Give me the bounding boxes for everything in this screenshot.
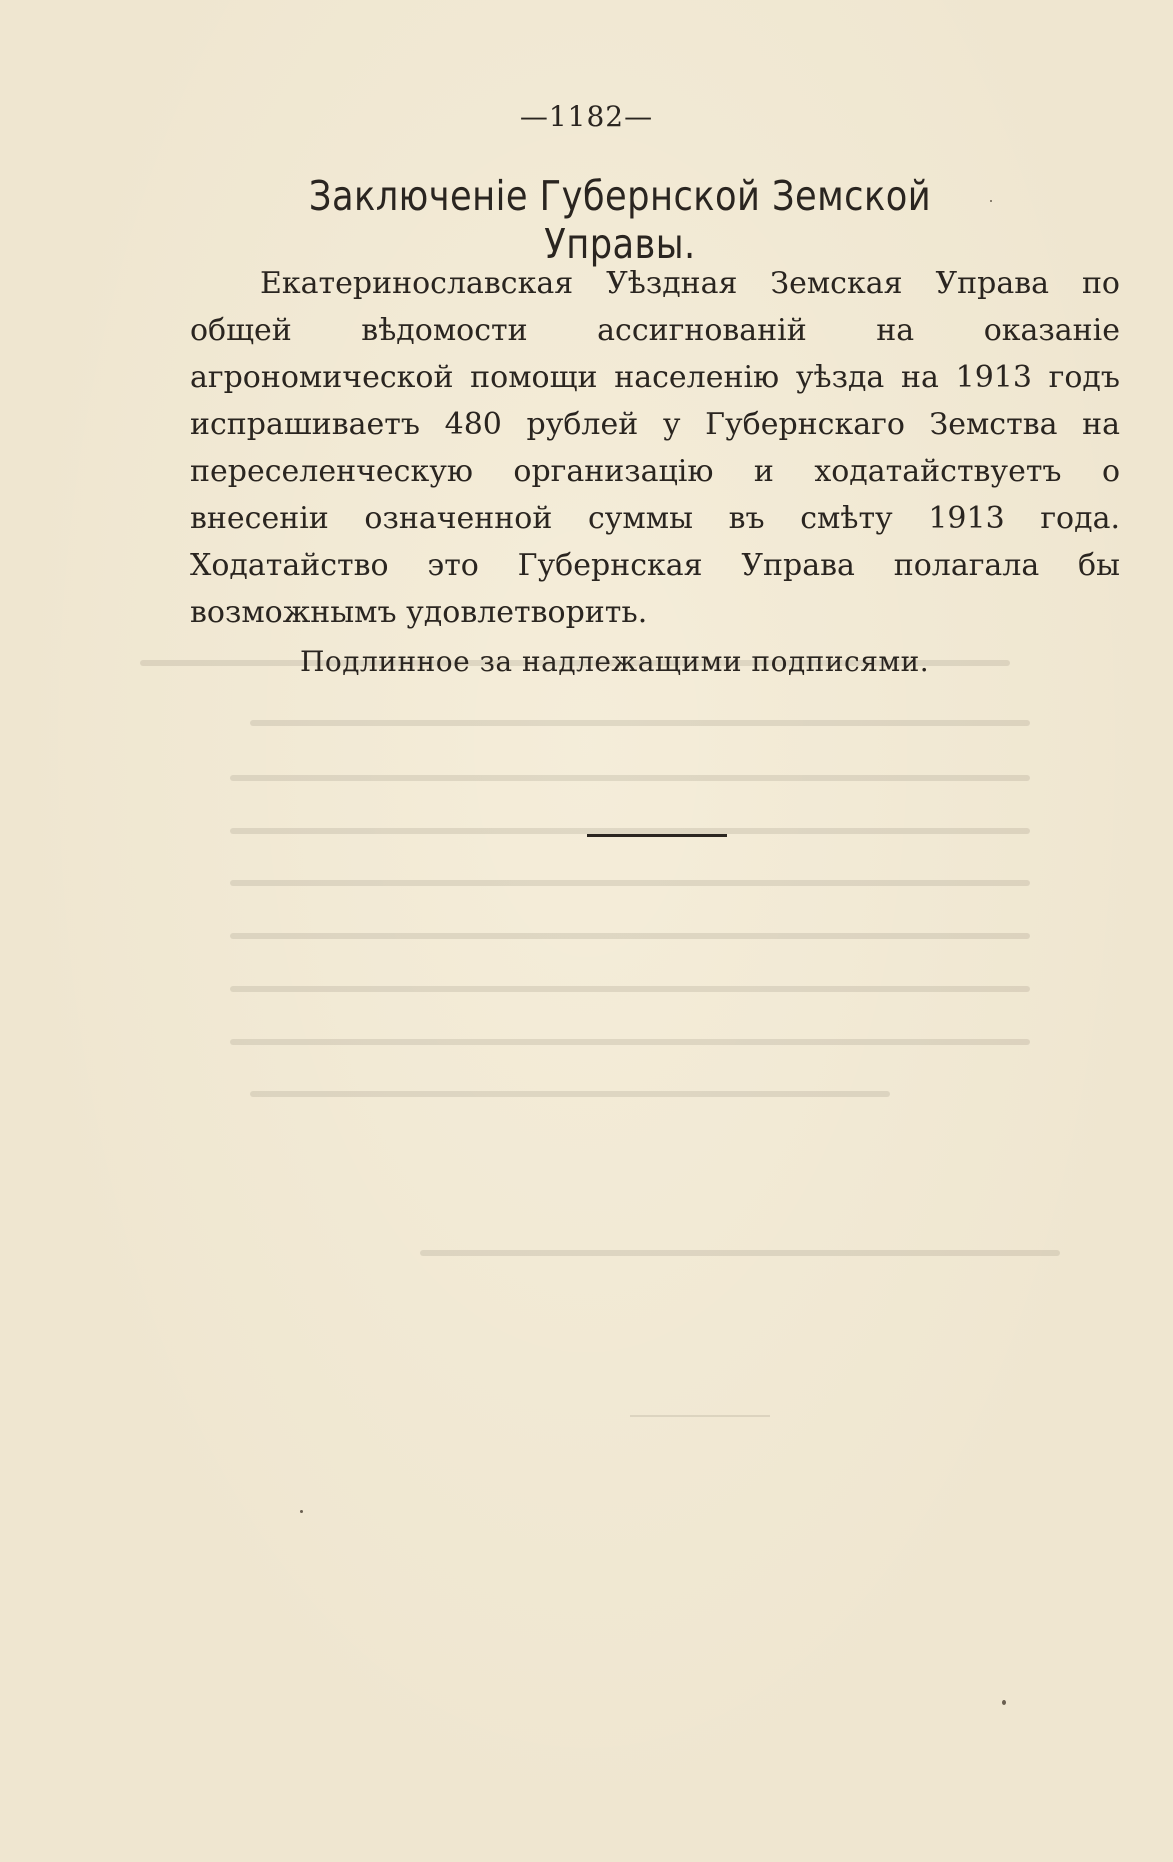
closing-rule [587,834,727,837]
page-number: —1182— [519,100,654,133]
paper-speck [300,1510,303,1513]
body-paragraph: Екатеринославская Уѣздная Земская Управа по общей вѣдомости ассигнованій на оказаніе агрономической помощи населенію уѣзда на 1913 годъ испрашиваетъ 480 рублей у Губернскаго Земства на переселенческую организацію и ходатайствуетъ о внесеніи означенной суммы въ смѣту 1913 года. Ходатайство это Губернская Управа полагала бы возможнымъ удовлетворить. [190,266,1120,630]
section-heading: Заключеніе Губернской Земской Управы. [308,172,932,268]
paper-speck [1002,1700,1006,1705]
paper-speck [990,200,992,202]
signatures-note: Подлинное за надлежащими подписями. [300,645,930,678]
